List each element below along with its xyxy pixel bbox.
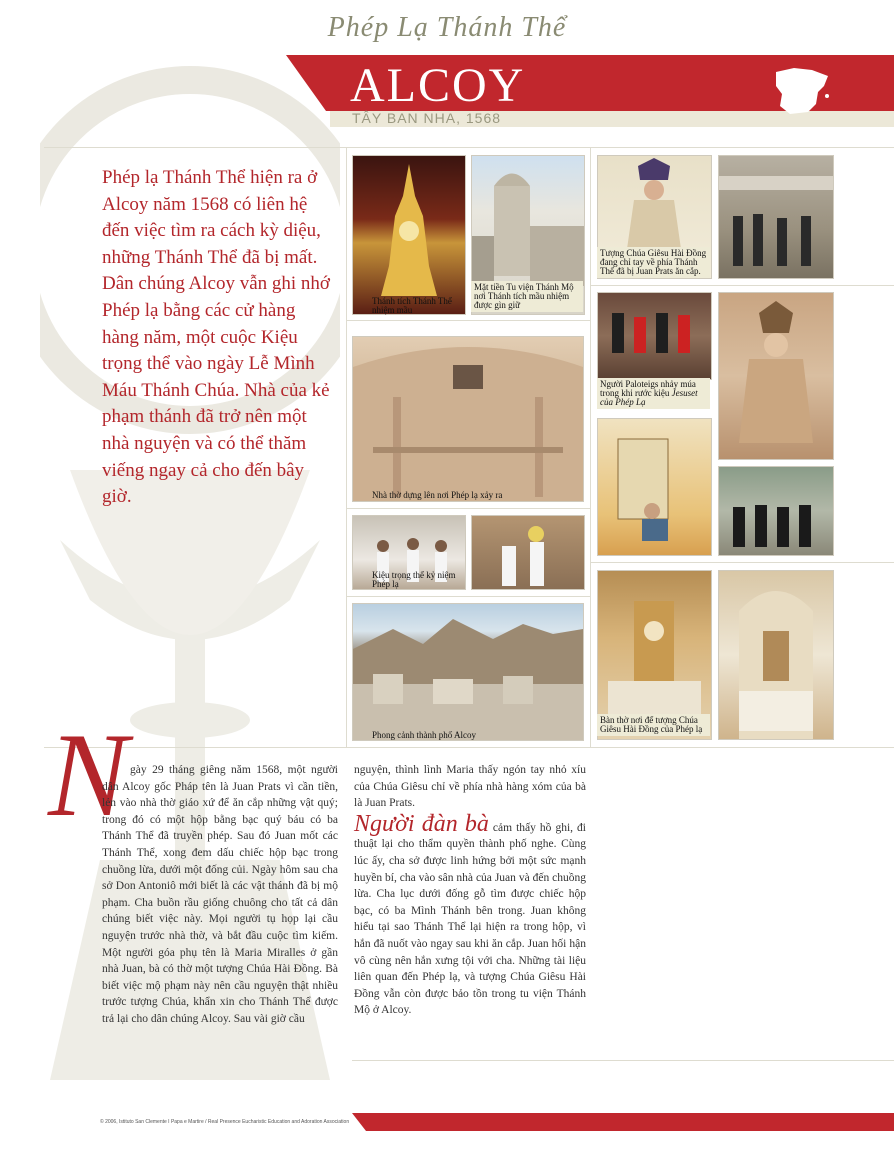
dancers-caption <box>597 378 710 409</box>
dancers-caption-italic: Jesuset của Phép Lạ <box>600 388 698 407</box>
procession-photo-2 <box>471 515 585 590</box>
church-photo <box>352 336 584 502</box>
copyright: © 2006, Istituto San Clemente I Papa e Martire / Real Presence Eucharistic Education and Adoration Association <box>100 1119 350 1125</box>
series-title: Phép Lạ Thánh Thể <box>327 12 567 43</box>
altar-caption: Bàn thờ nơi để tượng Chúa Giêsu Hài Đồng của Phép lạ <box>597 714 710 736</box>
dancers-caption-text: Người Paloteigs nhảy múa trong khi rước kiệu <box>600 379 696 398</box>
statue-caption: Tượng Chúa Giêsu Hài Đồng đang chỉ tay về phía Thánh Thể đã bị Juan Prats ăn cắp. <box>597 247 710 278</box>
monastery-caption: Mặt tiền Tu viện Thánh Mộ nơi Thánh tích mầu nhiệm được gìn giữ <box>471 281 583 312</box>
drop-cap: N <box>48 708 129 841</box>
divider <box>346 320 590 321</box>
story-column-2 <box>354 762 586 1019</box>
church-caption: Nhà thờ dựng lên nơi Phép lạ xảy ra <box>372 490 503 500</box>
divider <box>346 508 590 509</box>
story-paragraph-3-text: cảm thấy hồ ghi, đi thuật lại cho thẩm quyền thành phố nghe. Cùng lúc ấy, cha sở được linh hứng bởi một sức mạnh huyền bí, cha vào sân nhà của Juan và đến chuồng lừa. Cha lục dưới đống gỗ tìm được chiếc hộp bạc, có ba Mình Thánh bên trong. Juan không hiểu tại sao Thánh Thể lại hiện ra trong hộp, vì hắn đã nuốt vào ngay sau khi ăn cắp. Juan hối hận vô cùng nên hắn xưng tội với cha. Những tài liệu liên quan đến Phép lạ, và tượng Chúa Giêsu Hài Đồng vẫn còn được bảo tồn trong tu viện Thánh Mộ ở Alcoy. <box>354 821 587 1017</box>
relic-photo <box>352 155 466 315</box>
procession-caption: Kiệu trọng thể kỷ niệm Phép lạ <box>372 570 456 589</box>
divider <box>352 1060 894 1061</box>
intro-paragraph: Phép lạ Thánh Thể hiện ra ở Alcoy năm 1568 có liên hệ đến việc tìm ra cách kỳ diệu, những Thánh Thể đã bị mất. Dân chúng Alcoy vẫn ghi nhớ Phép lạ bằng các cử hàng hàng năm, một cuộc Kiệu trọng thể vào ngày Lễ Mình Máu Thánh Chúa. Nhà của kẻ phạm thánh đã trở nên một nhà nguyện và có thể thăm viếng ngay cả cho đến bây giờ. <box>102 167 330 508</box>
relic-caption: Thánh tích Thánh Thể nhiệm mầu <box>372 296 452 315</box>
altar-photo-2 <box>718 570 834 740</box>
jesuset-photo <box>718 292 834 460</box>
divider <box>590 285 894 286</box>
spain-map-icon <box>772 62 834 118</box>
city-title: ALCOY <box>350 59 526 112</box>
town-caption: Phong cảnh thành phố Alcoy <box>372 730 476 740</box>
dancers-photo <box>597 292 712 380</box>
footer-bar <box>352 1113 894 1131</box>
divider <box>346 596 590 597</box>
story-paragraph-1: gày 29 tháng giêng năm 1568, một người dân Alcoy gốc Pháp tên là Juan Prats vì cần tiền, lẻn vào nhà thờ giáo xứ để ăn cắp những vật quý; trong đó có một hộp bằng bạc quý báu có ba Thánh Thể đã truyền phép. Sau đó Juan mốt các Thánh Thể, xong đem dấu chiếc hộp bạc trong chuồng lừa, dưới một đống củi. Ngày hôm sau cha sở Don Antoniô mới biết là các vật thánh đã bị mộ phạm. Cha buồn rầu giống chuông cho tất cả dân chúng biết việc này. Mọi người tụ họp lại cầu nguyện trước nhà thờ, và bắt đầu cuộc tìm kiếm. Một người góa phụ tên là Maria Miralles ở gần nhà Juan, bà có thờ một tượng Chúa Hài Đồng. Bà biết việc mộ phạm này nên cầu nguyện thật nhiều trước tượng Chúa, khẩn xin cho Thánh Thể được trả lại cho dân chúng Alcoy. Sau vài giờ cầu <box>102 764 338 1025</box>
divider <box>346 147 347 747</box>
painting-photo <box>597 418 712 556</box>
story-paragraph-3 <box>354 810 587 1019</box>
street-procession-photo <box>718 155 834 279</box>
divider <box>44 147 894 148</box>
divider <box>590 562 894 563</box>
section-heading: Người đàn bà <box>354 810 489 837</box>
nuns-photo <box>718 466 834 556</box>
story-column-1 <box>102 762 338 1028</box>
divider <box>590 147 591 747</box>
divider <box>44 747 894 748</box>
country-year: TÂY BAN NHA, 1568 <box>352 110 502 126</box>
story-paragraph-2: nguyện, thình lình Maria thấy ngón tay nhỏ xíu của Chúa Giêsu chỉ về phía nhà hàng xóm của bà là Juan Prats. <box>354 764 586 810</box>
town-photo <box>352 603 584 741</box>
